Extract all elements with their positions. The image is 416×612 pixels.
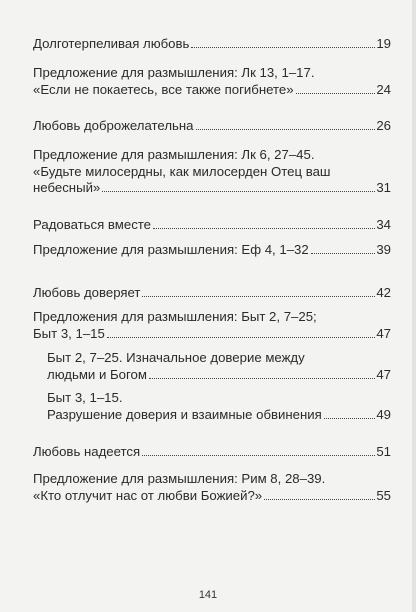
toc-entry [33,65,391,98]
dot-leader [102,191,375,192]
toc-entry [33,285,391,302]
dot-leader [107,337,375,338]
dot-leader [153,228,375,229]
dot-leader [196,129,376,130]
toc-entry-title: Предложение для размышления: Лк 6, 27–45. [33,147,315,162]
toc-entry-page: 51 [376,444,391,459]
toc-entry-title: Радоваться вместе [33,217,152,232]
dot-leader [264,499,375,500]
toc-entry-page: 26 [376,118,391,133]
toc-entry-title: Быт 2, 7–25. Изначальное доверие между [47,350,305,365]
dot-leader [149,378,375,379]
toc-entry-page: 34 [376,217,391,232]
toc-entry [33,36,391,53]
dot-leader [191,47,375,48]
dot-leader [311,253,376,254]
toc-entry-page: 47 [376,366,391,382]
toc-entry-page: 31 [376,180,391,195]
toc-entry-title: Предложение для размышления: Еф 4, 1–32 [33,242,309,257]
toc-entry-page: 55 [376,487,391,503]
toc-entry [33,118,391,135]
toc-entry-title: Быт 3, 1–15. [47,390,123,405]
toc-entry-page: 19 [376,36,391,51]
toc-entry [33,147,391,197]
toc-entry [33,309,391,342]
page-edge-shadow [412,0,416,612]
toc-entry-title: Разрушение доверия и взаимные обвинения [47,406,322,422]
toc-entry-title: Предложение для размышления: Лк 13, 1–17. [33,65,315,80]
toc-entry [33,242,391,259]
toc-entry-title: людьми и Богом [47,366,147,382]
toc-subentry [33,390,391,423]
toc-entry-title: «Если не покаетесь, все также погибнете» [33,81,294,97]
toc-entry-page: 42 [376,285,391,300]
toc-entry [33,471,391,504]
dot-leader [296,93,376,94]
toc-subentry [33,350,391,383]
page-number: 141 [198,589,218,601]
toc-entry-page: 49 [376,406,391,422]
toc-entry-title: небесный» [33,180,101,195]
toc-entry-page: 24 [376,81,391,97]
toc-entry-title: Предложения для размышления: Быт 2, 7–25; [33,309,317,324]
toc-entry-title: Любовь надеется [33,444,141,459]
toc-entry-title: Быт 3, 1–15 [33,325,105,341]
toc-entry-page: 39 [376,242,391,257]
toc-entry-title: Долготерпеливая любовь [33,36,190,51]
toc-entry-title: «Кто отлучит нас от любви Божией?» [33,487,263,503]
toc-entry-title: Любовь доброжелательна [33,118,194,133]
toc-entry-page: 47 [376,325,391,341]
toc-entry [33,444,391,461]
dot-leader [324,418,376,419]
toc-entry-title: «Будьте милосердны, как милосерден Отец ваш [33,163,331,179]
toc-entry [33,217,391,234]
dot-leader [142,296,375,297]
toc-entry-title: Предложение для размышления: Рим 8, 28–39. [33,471,326,486]
dot-leader [142,455,375,456]
toc-entry-title: Любовь доверяет [33,285,141,300]
